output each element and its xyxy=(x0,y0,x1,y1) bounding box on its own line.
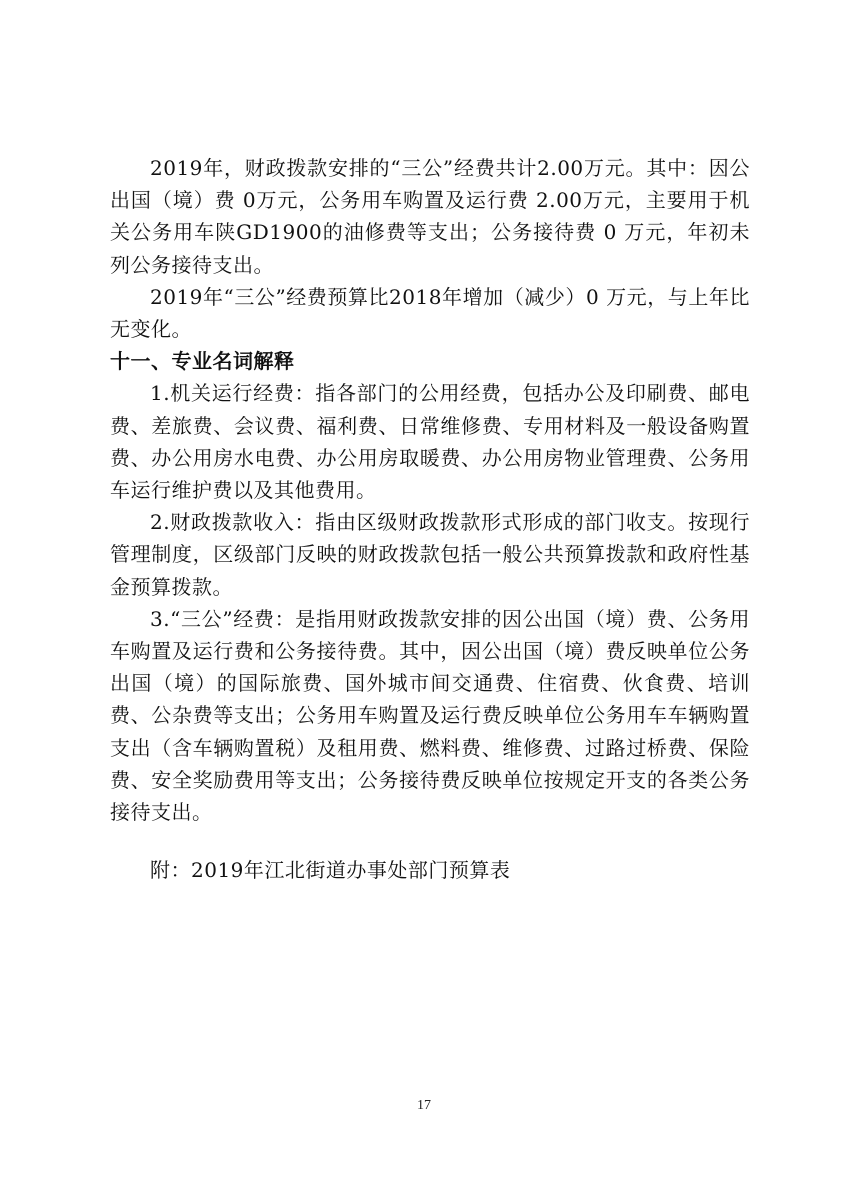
paragraph-sangong-comparison: 2019年“三公”经费预算比2018年增加（减少）0 万元，与上年比无变化。 xyxy=(110,284,750,342)
definition-sangong-expenses: 3.“三公”经费：是指用财政拨款安排的因公出国（境）费、公务用车购置及运行费和公务接待费。其中，因公出国（境）费反映单位公务出国（境）的国际旅费、国外城市间交通费、住宿费、伙食费、培训费、公杂费等支出；公务用车购置及运行费反映单位公务用车车辆购置支出（含车辆购置税）及租用费、燃料费、维修费、过路过桥费、保险费、安全奖励费用等支出；公务接待费反映单位按规定开支的各类公务接待支出。 xyxy=(110,606,750,825)
page-number: 17 xyxy=(417,1098,431,1113)
paragraph-sangong-expenses: 2019年，财政拨款安排的“三公”经费共计2.00万元。其中：因公出国（境）费 0万元，公务用车购置及运行费 2.00万元，主要用于机关公务用车陕GD1900的油修费等支出；公务接待费 0 万元，年初未列公务接待支出。 xyxy=(110,156,750,277)
section-heading: 十一、专业名词解释 xyxy=(110,349,295,374)
definition-fiscal-appropriation: 2.财政拨款收入：指由区级财政拨款形式形成的部门收支。按现行管理制度，区级部门反映的财政拨款包括一般公共预算拨款和政府性基金预算拨款。 xyxy=(110,510,750,599)
definition-operating-expenses: 1.机关运行经费：指各部门的公用经费，包括办公及印刷费、邮电费、差旅费、会议费、福利费、日常维修费、专用材料及一般设备购置费、办公用房水电费、办公用房取暖费、办公用房物业管理费、公务用车运行维护费以及其他费用。 xyxy=(110,381,750,503)
attachment-note: 附：2019年江北街道办事处部门预算表 xyxy=(150,858,511,883)
document-body xyxy=(110,152,750,886)
